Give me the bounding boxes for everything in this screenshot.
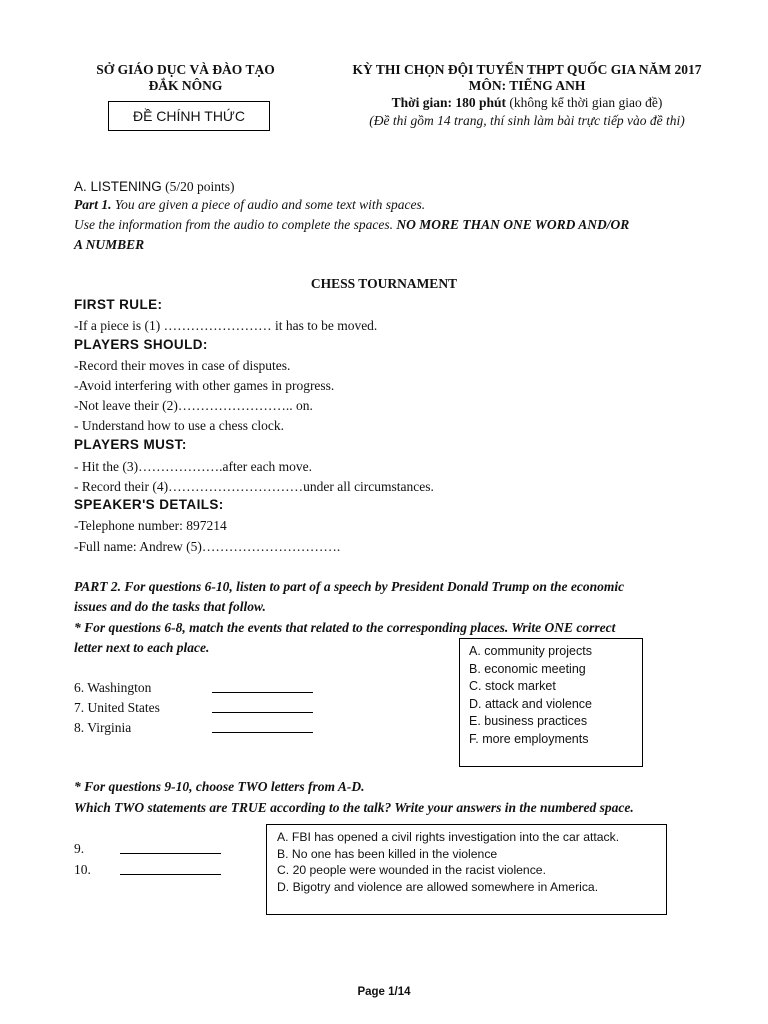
statement-item: B. No one has been killed in the violence: [277, 846, 498, 861]
part1-instruction: Use the information from the audio to complete the spaces. NO MORE THAN ONE WORD AND/OR: [74, 217, 630, 232]
answer-blank-6[interactable]: [212, 692, 313, 693]
place-item: 7. United States: [74, 700, 160, 715]
part2-intro-cont: issues and do the tasks that follow.: [74, 599, 266, 614]
part1-instruction-cont: A NUMBER: [74, 237, 145, 252]
option-item: A. community projects: [469, 644, 592, 658]
speaker-item: -Full name: Andrew (5)………………………….: [74, 539, 341, 554]
department-name: SỞ GIÁO DỤC VÀ ĐÀO TẠO: [96, 62, 275, 77]
place-item: 6. Washington: [74, 680, 152, 695]
answer-blank-7[interactable]: [212, 712, 313, 713]
subject: MÔN: TIẾNG ANH: [468, 78, 586, 93]
options-box: [459, 638, 643, 767]
players-should-heading: PLAYERS SHOULD:: [74, 337, 208, 352]
should-item: - Understand how to use a chess clock.: [74, 418, 284, 433]
speaker-details-heading: SPEAKER'S DETAILS:: [74, 497, 224, 512]
question-number-10: 10.: [74, 862, 91, 877]
exam-time: Thời gian: 180 phút (không kể thời gian giao đề): [391, 95, 663, 110]
province-name: ĐẮK NÔNG: [148, 78, 223, 93]
q6-8-instruction-cont: letter next to each place.: [74, 640, 210, 655]
q9-10-question: Which TWO statements are TRUE according to the talk? Write your answers in the numbered space.: [74, 800, 634, 815]
must-item: - Hit the (3)……………….after each move.: [74, 459, 313, 474]
option-item: D. attack and violence: [469, 696, 592, 711]
players-must-heading: PLAYERS MUST:: [74, 437, 187, 452]
rule-1: -If a piece is (1) …………………… it has to be moved.: [74, 318, 378, 333]
option-item: B. economic meeting: [469, 661, 586, 676]
answer-blank-8[interactable]: [212, 732, 313, 733]
place-item: 8. Virginia: [74, 720, 132, 735]
statement-item: C. 20 people were wounded in the racist violence.: [277, 863, 546, 877]
chess-title: CHESS TOURNAMENT: [310, 276, 458, 291]
answer-blank-10[interactable]: [120, 874, 221, 875]
official-label: ĐỀ CHÍNH THỨC: [108, 101, 270, 131]
part2-intro: PART 2. For questions 6-10, listen to part of a speech by President Donald Trump on the economic: [74, 579, 625, 594]
speaker-item: -Telephone number: 897214: [74, 518, 227, 533]
q9-10-instruction: * For questions 9-10, choose TWO letters from A-D.: [74, 779, 365, 794]
should-item: -Record their moves in case of disputes.: [74, 358, 291, 373]
part1-intro: Part 1. You are given a piece of audio and some text with spaces.: [74, 197, 426, 212]
should-item: -Avoid interfering with other games in progress.: [74, 378, 335, 393]
first-rule-heading: FIRST RULE:: [74, 297, 163, 312]
statement-item: D. Bigotry and violence are allowed somewhere in America.: [277, 879, 599, 894]
option-item: F. more employments: [469, 731, 589, 746]
statements-box: [266, 824, 667, 915]
answer-blank-9[interactable]: [120, 853, 221, 854]
q6-8-instruction: * For questions 6-8, match the events that related to the corresponding places. Write ONE correct: [74, 620, 616, 635]
question-number-9: 9.: [74, 841, 85, 856]
page-number: Page 1/14: [357, 986, 411, 998]
section-a-title: A. LISTENING (5/20 points): [74, 179, 235, 194]
must-item: - Record their (4)…………………………under all circumstances.: [74, 479, 434, 494]
should-item: -Not leave their (2)…………………….. on.: [74, 398, 313, 413]
option-item: E. business practices: [469, 714, 588, 729]
statement-item: A. FBI has opened a civil rights investigation into the car attack.: [277, 830, 620, 844]
option-item: C. stock market: [469, 679, 556, 694]
exam-note: (Đề thi gồm 14 trang, thí sinh làm bài trực tiếp vào đề thi): [369, 113, 685, 128]
exam-title: KỲ THI CHỌN ĐỘI TUYỂN THPT QUỐC GIA NĂM 2017: [352, 62, 702, 77]
